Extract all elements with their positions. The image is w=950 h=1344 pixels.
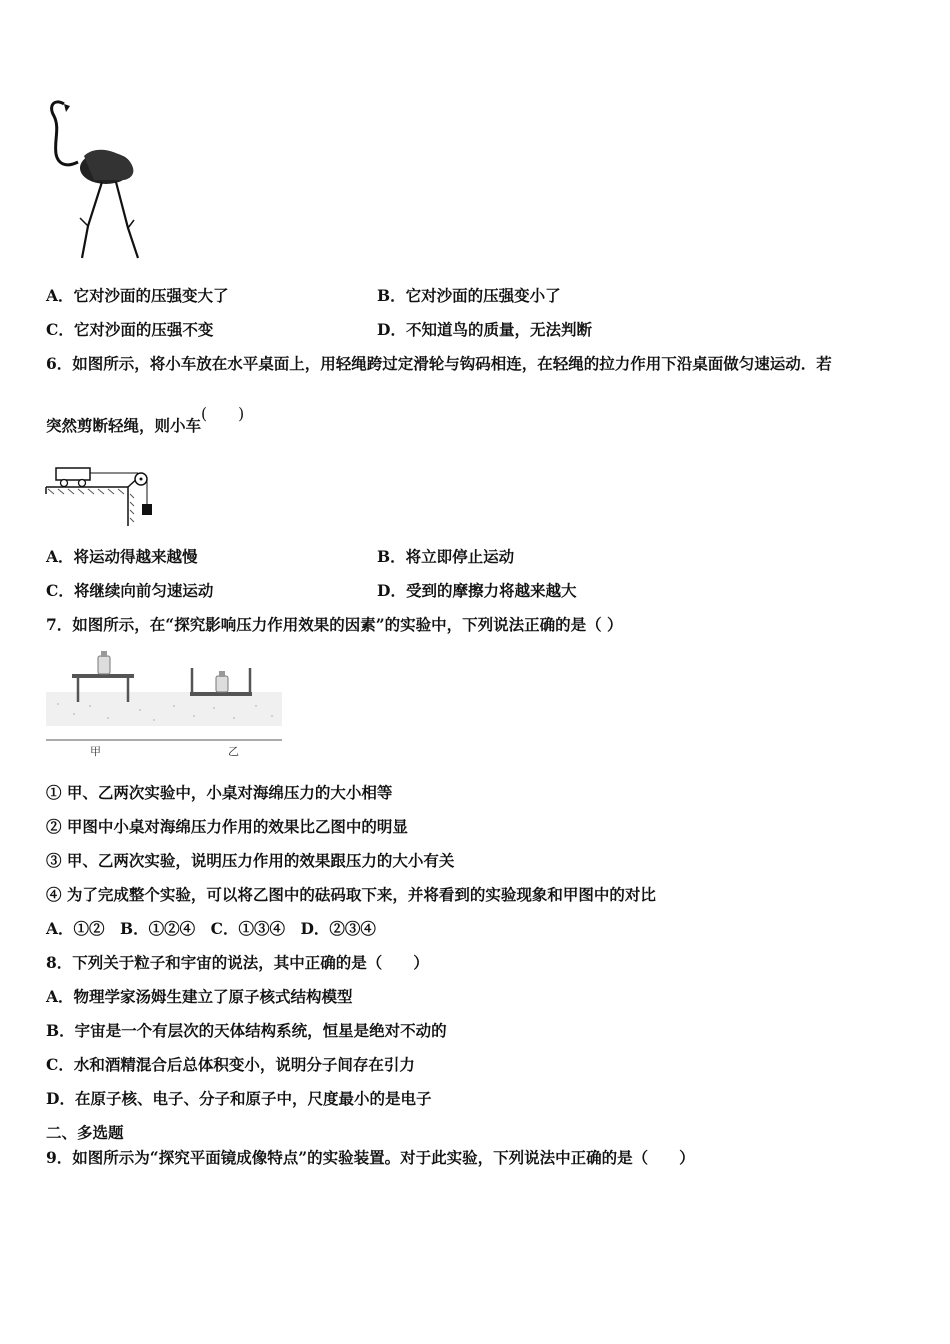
q7-stem: 7．如图所示，在“探究影响压力作用效果的因素”的实验中，下列说法正确的是（ ） [46, 615, 623, 634]
q8-option-c: C．水和酒精混合后总体积变小，说明分子间存在引力 [46, 1055, 415, 1074]
q5-option-a: A．它对沙面的压强变大了 [46, 286, 229, 305]
q7-statement-3: ③ 甲、乙两次实验，说明压力作用的效果跟压力的大小有关 [46, 851, 455, 870]
q6-stem-line1: 6．如图所示，将小车放在水平桌面上，用轻绳跨过定滑轮与钩码相连，在轻绳的拉力作用下沿桌面做匀速运动．若 [46, 354, 832, 373]
q8-option-a: A．物理学家汤姆生建立了原子核式结构模型 [46, 987, 353, 1006]
q7-statement-4: ④ 为了完成整个实验，可以将乙图中的砝码取下来，并将看到的实验现象和甲图中的对比 [46, 885, 656, 904]
q6-option-c: C．将继续向前匀速运动 [46, 581, 214, 600]
q8-option-b: B．宇宙是一个有层次的天体结构系统，恒星是绝对不动的 [46, 1021, 447, 1040]
q9-stem: 9．如图所示为“探究平面镜成像特点”的实验装置。对于此实验，下列说法中正确的是（ ） [46, 1148, 695, 1167]
section-heading: 二、多选题 [46, 1123, 124, 1142]
q6-option-a: A．将运动得越来越慢 [46, 547, 198, 566]
q5-option-d: D．不知道鸟的质量，无法判断 [377, 320, 592, 339]
q7-statement-2: ② 甲图中小桌对海绵压力作用的效果比乙图中的明显 [46, 817, 408, 836]
q6-option-b: B．将立即停止运动 [377, 547, 515, 566]
q6-answer-blank: ( ) [201, 405, 245, 423]
q6-stem-text: 突然剪断轻绳，则小车 [46, 416, 202, 435]
q5-option-b: B．它对沙面的压强变小了 [377, 286, 561, 305]
q5-option-c: C．它对沙面的压强不变 [46, 320, 214, 339]
figure-label-jia: 甲 [90, 745, 101, 758]
q6-stem-line2 [46, 405, 245, 436]
flamingo-figure [44, 96, 144, 262]
q7-options: A．①② B．①②④ C．①③④ D．②③④ [46, 919, 376, 938]
q7-statement-1: ① 甲、乙两次实验中，小桌对海绵压力的大小相等 [46, 783, 393, 802]
q8-option-d: D．在原子核、电子、分子和原子中，尺度最小的是电子 [46, 1089, 432, 1108]
q8-stem: 8．下列关于粒子和宇宙的说法，其中正确的是（ ） [46, 953, 429, 972]
sponge-experiment-figure [44, 648, 284, 744]
figure-label-yi: 乙 [228, 745, 239, 758]
cart-pulley-figure [44, 464, 162, 528]
q6-option-d: D．受到的摩擦力将越来越大 [377, 581, 577, 600]
